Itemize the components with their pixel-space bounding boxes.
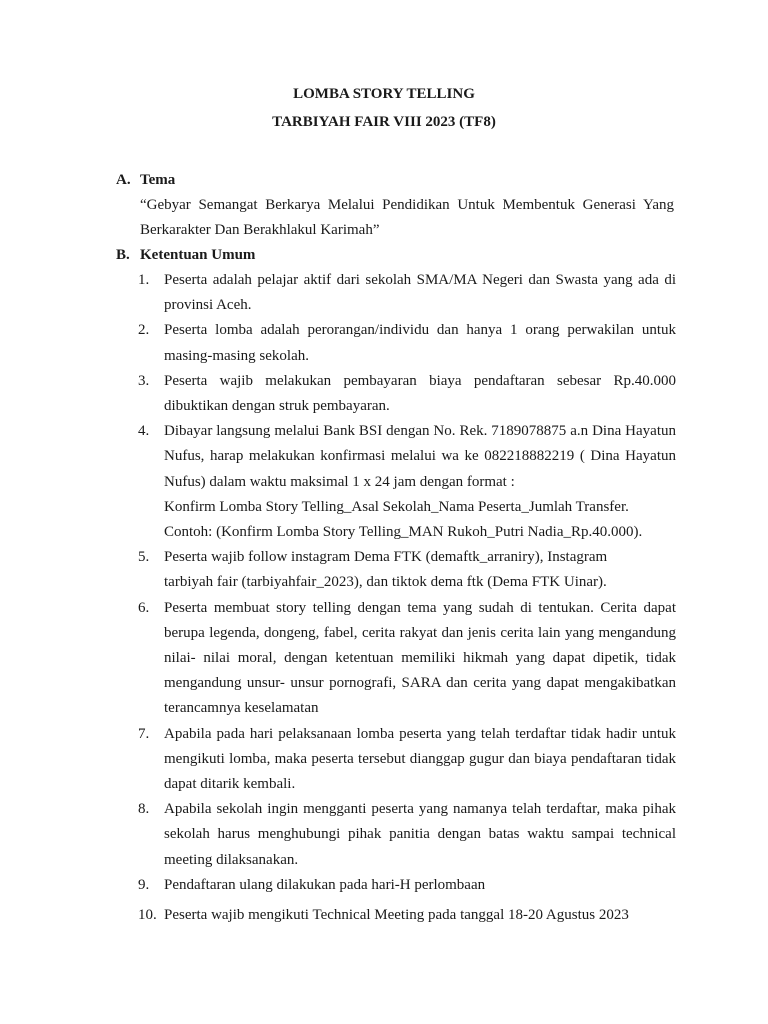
section-letter: A. [116, 172, 131, 188]
section-title: Tema [140, 172, 176, 188]
list-item [138, 545, 676, 595]
section-theme [116, 168, 676, 243]
item-number: 5. [138, 549, 150, 566]
item-number: 2. [138, 322, 150, 339]
section-general-rules [116, 243, 676, 928]
item-text: Apabila pada hari pelaksanaan lomba peserta yang telah terdaftar tidak hadir untuk mengikuti lomba, maka peserta tersebut dianggap gugur dan biaya pendaftaran tidak dapat ditarik kembali. [164, 725, 676, 793]
item-number: 4. [138, 423, 150, 440]
list-item [138, 596, 676, 722]
document-title: LOMBA STORY TELLING [293, 86, 475, 102]
document-subtitle: TARBIYAH FAIR VIII 2023 (TF8) [272, 114, 496, 130]
section-title: Ketentuan Umum [140, 247, 256, 263]
item-text: Peserta wajib mengikuti Technical Meeting pada tanggal 18-20 Agustus 2023 [164, 907, 629, 924]
item-text: Peserta adalah pelajar aktif dari sekolah SMA/MA Negeri dan Swasta yang ada di provinsi Aceh. [164, 272, 676, 314]
list-item [138, 903, 676, 928]
list-item [138, 419, 676, 545]
item-number: 3. [138, 372, 150, 389]
item-text: Pendaftaran ulang dilakukan pada hari-H perlombaan [164, 876, 486, 893]
section-heading [116, 243, 676, 268]
list-item [138, 268, 676, 318]
item-text: Peserta membuat story telling dengan tema yang sudah di tentukan. Cerita dapat berupa legenda, dongeng, fabel, cerita rakyat dan jenis cerita lain yang mengandung nilai- nilai moral, dengan ketentuan memiliki hikmah yang dapat dipetik, tidak mengandung unsur- unsur pornografi, SARA dan cerita yang dapat mengakibatkan terancamnya keselamatan [164, 599, 676, 717]
item-text: Apabila sekolah ingin mengganti peserta yang namanya telah terdaftar, maka pihak sekolah harus menghubungi pihak panitia dengan batas waktu sampai technical meeting dilaksanakan. [164, 801, 676, 868]
item-number: 6. [138, 599, 150, 616]
item-text-line: tarbiyah fair (tarbiyahfair_2023), dan tiktok dema ftk (Dema FTK Uinar). [164, 574, 607, 591]
item-format-line: Konfirm Lomba Story Telling_Asal Sekolah_Nama Peserta_Jumlah Transfer. [164, 498, 629, 515]
section-heading [116, 168, 676, 193]
list-item [138, 369, 676, 419]
list-item [138, 722, 676, 798]
item-number: 8. [138, 801, 150, 818]
rules-list [138, 268, 676, 928]
item-number: 10. [138, 907, 157, 924]
item-example-line: Contoh: (Konfirm Lomba Story Telling_MAN Rukoh_Putri Nadia_Rp.40.000). [164, 524, 643, 541]
item-number: 7. [138, 725, 150, 742]
item-text: Dibayar langsung melalui Bank BSI dengan No. Rek. 7189078875 a.n Dina Hayatun Nufus, harap melakukan konfirmasi melalui wa ke 082218882219 ( Dina Hayatun Nufus) dalam waktu maksimal 1 x 24 jam dengan format : [164, 423, 676, 490]
item-number: 9. [138, 876, 150, 893]
item-text: Peserta wajib melakukan pembayaran biaya pendaftaran sebesar Rp.40.000 dibuktikan dengan struk pembayaran. [164, 372, 676, 415]
item-number: 1. [138, 272, 150, 288]
item-text: Peserta lomba adalah perorangan/individu dan hanya 1 orang perwakilan untuk masing-masing sekolah. [164, 322, 676, 364]
theme-text: “Gebyar Semangat Berkarya Melalui Pendidikan Untuk Membentuk Generasi Yang Berkarakter Dan Berakhlakul Karimah” [140, 197, 674, 238]
section-letter: B. [116, 247, 130, 263]
list-item [138, 318, 676, 368]
item-text-line: Peserta wajib follow instagram Dema FTK (demaftk_arraniry), Instagram [164, 549, 608, 566]
list-item [138, 797, 676, 873]
list-item [138, 873, 676, 898]
